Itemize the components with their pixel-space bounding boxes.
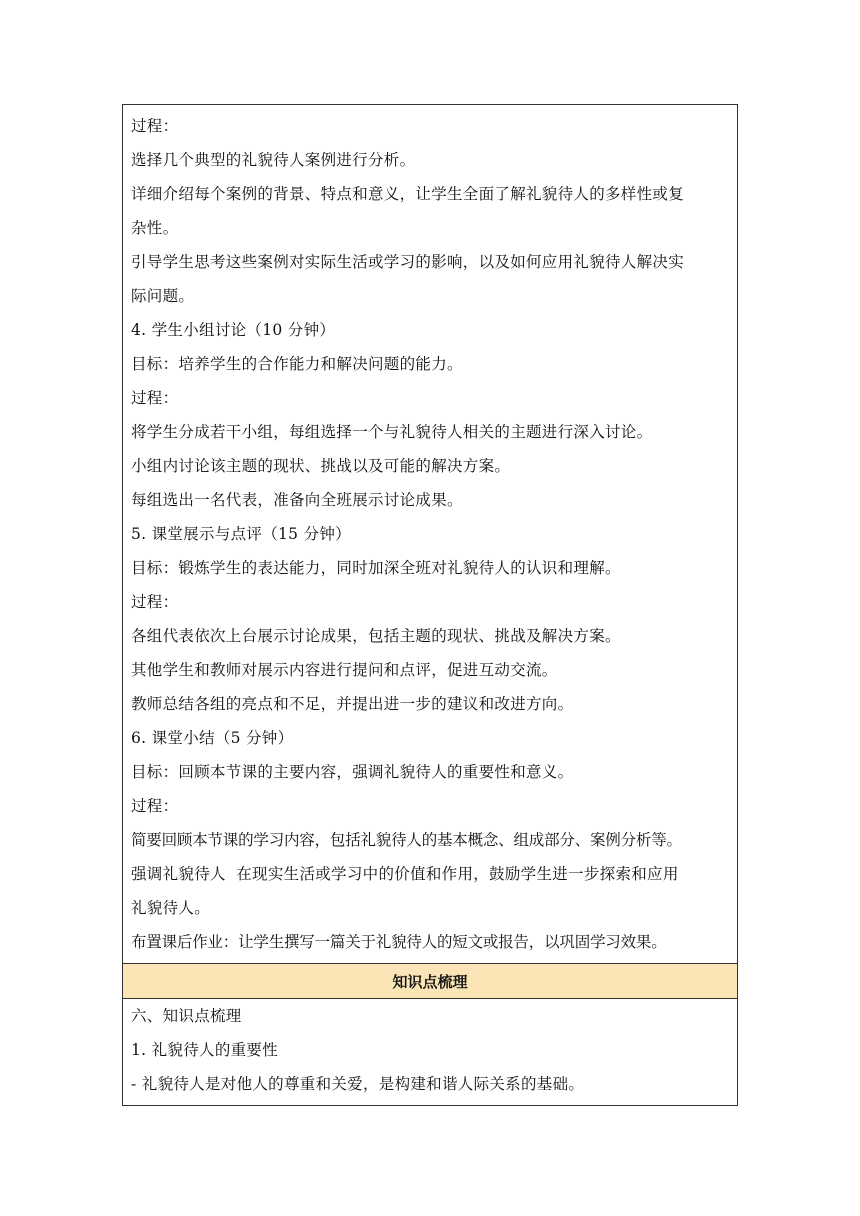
- step-heading: 6. 课堂小结（5 分钟）: [131, 729, 294, 747]
- text-line: 简要回顾本节课的学习内容，包括礼貌待人的基本概念、组成部分、案例分析等。: [131, 831, 682, 849]
- text-line: 目标：回顾本节课的主要内容，强调礼貌待人的重要性和意义。: [131, 763, 574, 781]
- text-line: 将学生分成若干小组，每组选择一个与礼貌待人相关的主题进行深入讨论。: [131, 423, 653, 441]
- step-heading: 4. 学生小组讨论（10 分钟）: [131, 321, 336, 339]
- text-line: 小组内讨论该主题的现状、挑战以及可能的解决方案。: [131, 457, 511, 475]
- text-line: 杂性。: [131, 219, 179, 237]
- text-line: 目标：锻炼学生的表达能力，同时加深全班对礼貌待人的认识和理解。: [131, 559, 621, 577]
- text-line: 1. 礼貌待人的重要性: [131, 1041, 279, 1059]
- text-line: 各组代表依次上台展示讨论成果，包括主题的现状、挑战及解决方案。: [131, 627, 621, 645]
- text-line: 目标：培养学生的合作能力和解决问题的能力。: [131, 355, 463, 373]
- knowledge-summary-cell: [123, 999, 737, 1105]
- text-line: 过程：: [131, 593, 179, 611]
- text-line: 选择几个典型的礼貌待人案例进行分析。: [131, 151, 416, 169]
- section-header: [123, 963, 737, 999]
- section-header-label: 知识点梳理: [392, 972, 468, 991]
- text-line: 过程：: [131, 117, 179, 135]
- text-line: 过程：: [131, 389, 179, 407]
- text-line: 其他学生和教师对展示内容进行提问和点评，促进互动交流。: [131, 661, 558, 679]
- text-line: 过程：: [131, 797, 179, 815]
- text-line: - 礼貌待人是对他人的尊重和关爱，是构建和谐人际关系的基础。: [131, 1075, 585, 1093]
- teaching-process-cell: [123, 105, 737, 963]
- text-line: 引导学生思考这些案例对实际生活或学习的影响，以及如何应用礼貌待人解决实: [131, 253, 685, 271]
- text-line: 教师总结各组的亮点和不足，并提出进一步的建议和改进方向。: [131, 695, 574, 713]
- text-line: 强调礼貌待人 在现实生活或学习中的价值和作用，鼓励学生进一步探索和应用: [131, 865, 679, 883]
- text-line: 际问题。: [131, 287, 195, 305]
- text-line: 六、知识点梳理: [131, 1007, 242, 1025]
- text-line: 礼貌待人。: [131, 899, 211, 917]
- text-line: 每组选出一名代表，准备向全班展示讨论成果。: [131, 491, 463, 509]
- step-heading: 5. 课堂展示与点评（15 分钟）: [131, 525, 351, 543]
- lesson-plan-table: [122, 104, 738, 1106]
- text-line: 布置课后作业：让学生撰写一篇关于礼貌待人的短文或报告，以巩固学习效果。: [131, 933, 667, 951]
- text-line: 详细介绍每个案例的背景、特点和意义，让学生全面了解礼貌待人的多样性或复: [131, 185, 685, 203]
